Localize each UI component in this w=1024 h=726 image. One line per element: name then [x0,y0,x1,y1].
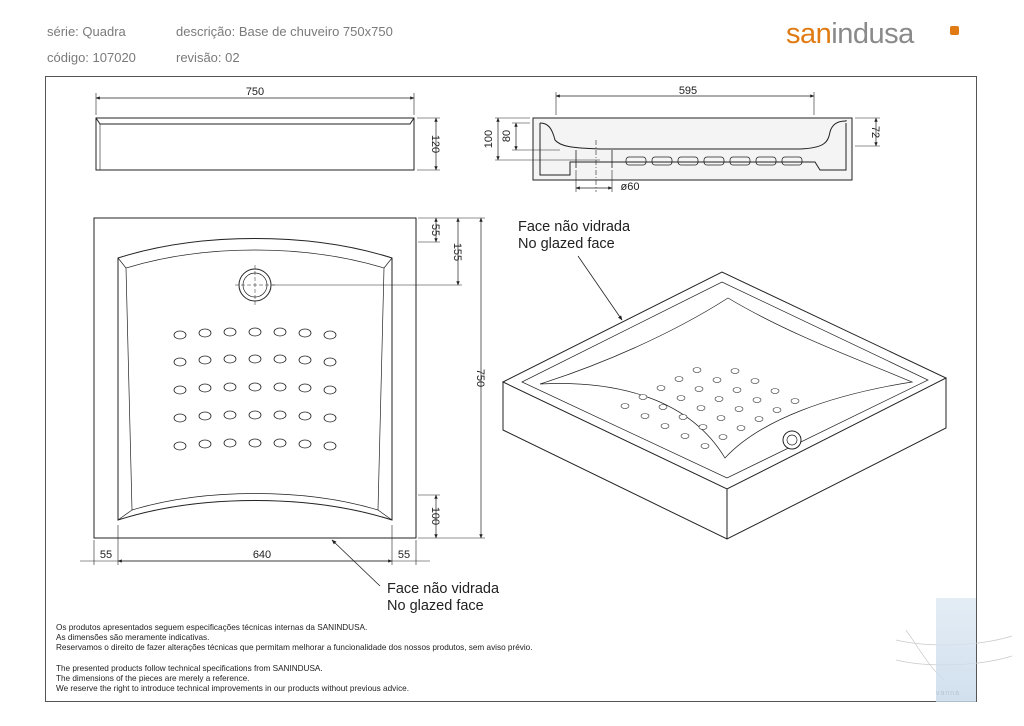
callout-leader-lower [332,540,380,586]
watermark-text: vanna [936,690,961,697]
dim-top-view-width: 750 [245,86,265,98]
side-elevation-view [96,93,440,170]
descricao-label: descrição: Base de chuveiro 750x750 [176,24,393,39]
dim-plan-right-margin: 55 [397,549,411,561]
dim-section-width: 595 [678,85,698,97]
dim-top-view-height: 120 [429,134,441,154]
note-en-3: We reserve the right to introduce technical improvements in our products without previous advice. [56,684,409,693]
dim-plan-top-margin: 55 [429,223,441,237]
callout-upper-pt: Face não vidrada [518,219,631,235]
dim-drain-diameter: ø60 [620,181,640,193]
isometric-view [503,272,946,539]
callout-lower-pt: Face não vidrada [387,581,500,597]
dim-plan-left-margin: 55 [99,549,113,561]
dim-plan-drain-offset: 155 [451,242,463,262]
note-en-1: The presented products follow technical specifications from SANINDUSA. [56,664,323,673]
callout-upper [518,219,630,253]
callout-lower [387,581,499,615]
note-pt-2: As dimensões são meramente indicativas. [56,633,210,642]
callout-upper-en: No glazed face [518,236,615,252]
revisao-label: revisão: 02 [176,50,240,65]
watermark-bar [936,598,976,702]
logo-part-san: san [786,18,832,50]
logo-part-indusa: indusa [831,18,914,50]
plan-view [80,218,485,565]
dim-section-inner-height: 80 [501,129,513,143]
note-pt-1: Os produtos apresentados seguem especificações técnicas internas da SANINDUSA. [56,623,368,632]
dim-plan-inner-width: 640 [252,549,272,561]
dim-section-rim-height: 72 [869,125,881,139]
note-en-2: The dimensions of the pieces are merely a reference. [56,674,250,683]
callout-leader-upper [578,256,622,320]
dim-plan-bottom-margin: 100 [429,506,441,526]
note-pt-3: Reservamos o direito de fazer alterações técnicas que permitam melhorar a funcionalidade dos nossos produtos, sem aviso prévio. [56,643,533,652]
section-view [495,92,880,192]
dim-plan-height: 750 [474,368,486,388]
serie-label: série: Quadra [47,24,126,39]
callout-lower-en: No glazed face [387,598,484,614]
dim-section-total-height: 100 [483,129,495,149]
codigo-label: código: 107020 [47,50,136,65]
